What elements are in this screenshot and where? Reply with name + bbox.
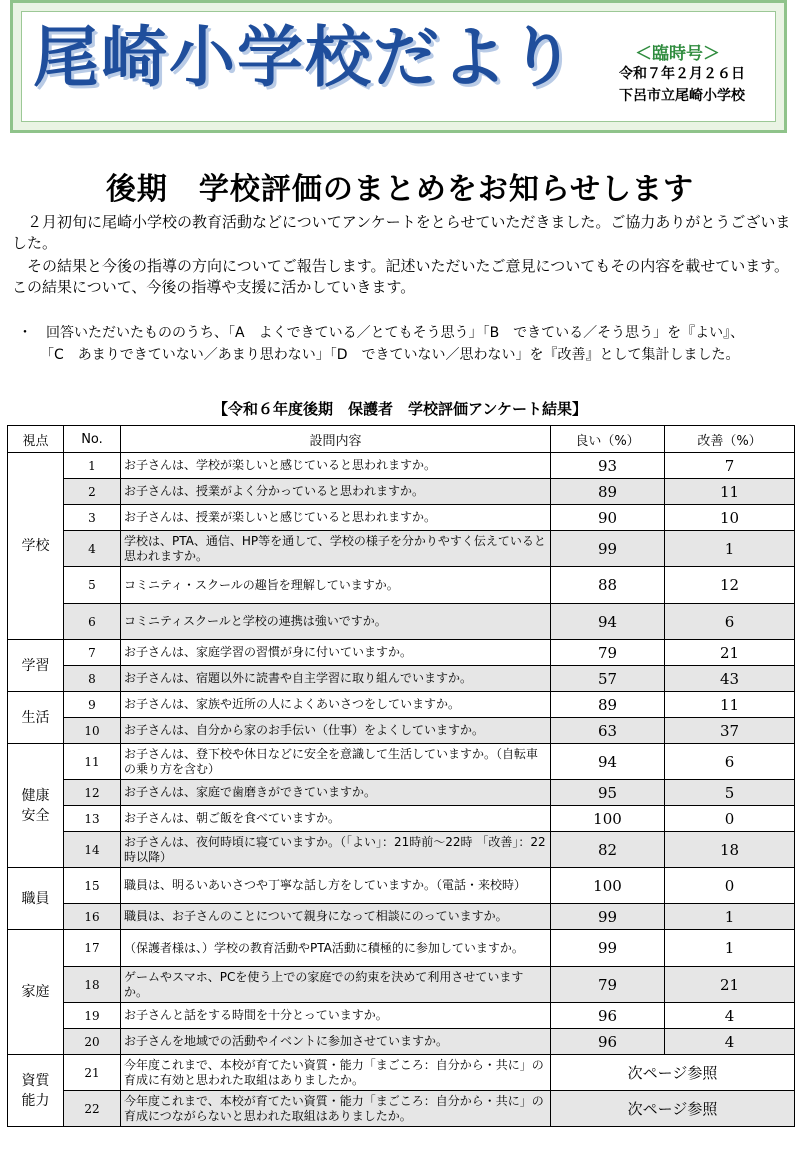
improve-percent: 1	[665, 904, 795, 930]
improve-percent: 0	[665, 868, 795, 904]
header-no: No.	[64, 426, 121, 453]
intro-paragraph-1: ２月初旬に尾崎小学校の教育活動などについてアンケートをとらせていただきました。ご協力ありがとうございました。	[12, 213, 791, 252]
table-row	[8, 666, 795, 692]
good-percent: 89	[551, 692, 665, 718]
viewpoint-cell	[8, 868, 64, 930]
viewpoint-label: 資質能力	[21, 1072, 50, 1109]
good-percent: 100	[551, 868, 665, 904]
question-text: コミニティ・スクールの趣旨を理解していますか。	[121, 567, 551, 604]
question-text: ゲームやスマホ、PCを使う上での家庭での約束を決めて利用させていますか。	[121, 967, 551, 1003]
question-number: 1	[64, 453, 121, 479]
question-number: 10	[64, 718, 121, 744]
question-number: 12	[64, 780, 121, 806]
table-row	[8, 505, 795, 531]
table-row	[8, 718, 795, 744]
question-text: お子さんは、朝ご飯を食べていますか。	[121, 806, 551, 832]
improve-percent: 0	[665, 806, 795, 832]
good-percent: 88	[551, 567, 665, 604]
header-viewpoint: 視点	[8, 426, 64, 453]
question-number: 8	[64, 666, 121, 692]
improve-percent: 1	[665, 531, 795, 567]
question-text: 職員は、明るいあいさつや丁寧な話し方をしていますか。（電話・来校時）	[121, 868, 551, 904]
question-number: 20	[64, 1029, 121, 1055]
good-percent: 79	[551, 967, 665, 1003]
issuing-school: 下呂市立尾崎小学校	[619, 88, 745, 104]
good-percent: 57	[551, 666, 665, 692]
good-percent: 94	[551, 604, 665, 640]
good-percent: 89	[551, 479, 665, 505]
table-row	[8, 640, 795, 666]
question-text: 学校は、PTA、通信、HP等を通して、学校の様子を分かりやすく伝えていると思われますか。	[121, 531, 551, 567]
table-row	[8, 1003, 795, 1029]
table-row	[8, 806, 795, 832]
good-percent: 100	[551, 806, 665, 832]
intro-paragraph-2: その結果と今後の指導の方向についてご報告します。記述いただいたご意見についてもその内容を載せています。この結果について、今後の指導や支援に活かしていきます。	[12, 257, 790, 296]
masthead	[10, 0, 787, 133]
improve-percent: 11	[665, 479, 795, 505]
question-number: 14	[64, 832, 121, 868]
good-percent: 99	[551, 904, 665, 930]
question-number: 19	[64, 1003, 121, 1029]
improve-percent: 18	[665, 832, 795, 868]
table-row	[8, 1091, 795, 1127]
good-percent: 82	[551, 832, 665, 868]
question-text: お子さんは、自分から家のお手伝い（仕事）をよくしていますか。	[121, 718, 551, 744]
question-text: 今年度これまで、本校が育てたい資質・能力「まごころ：自分から・共に」の育成につながらないと思われた取組はありましたか。	[121, 1091, 551, 1127]
question-text: 今年度これまで、本校が育てたい資質・能力「まごころ：自分から・共に」の育成に有効と思われた取組はありましたか。	[121, 1055, 551, 1091]
header-improve: 改善（%）	[665, 426, 795, 453]
question-text: お子さんを地域での活動やイベントに参加させていますか。	[121, 1029, 551, 1055]
header-question: 設問内容	[121, 426, 551, 453]
improve-percent: 21	[665, 967, 795, 1003]
good-percent: 96	[551, 1029, 665, 1055]
good-percent: 93	[551, 453, 665, 479]
viewpoint-label: 学校	[21, 538, 50, 554]
table-row	[8, 567, 795, 604]
question-number: 15	[64, 868, 121, 904]
table-row	[8, 1029, 795, 1055]
question-text: お子さんは、登下校や休日などに安全を意識して生活していますか。（自転車の乗り方を含む）	[121, 744, 551, 780]
question-number: 3	[64, 505, 121, 531]
improve-percent: 6	[665, 604, 795, 640]
improve-percent: 4	[665, 1029, 795, 1055]
table-row	[8, 692, 795, 718]
question-number: 18	[64, 967, 121, 1003]
question-text: 職員は、お子さんのことについて親身になって相談にのっていますか。	[121, 904, 551, 930]
good-percent: 79	[551, 640, 665, 666]
good-percent: 63	[551, 718, 665, 744]
viewpoint-cell	[8, 640, 64, 692]
question-number: 21	[64, 1055, 121, 1091]
question-text: お子さんは、家族や近所の人によくあいさつをしていますか。	[121, 692, 551, 718]
question-number: 22	[64, 1091, 121, 1127]
improve-percent: 21	[665, 640, 795, 666]
improve-percent: 12	[665, 567, 795, 604]
question-text: お子さんは、授業が楽しいと感じていると思われますか。	[121, 505, 551, 531]
question-text: （保護者様は、）学校の教育活動やPTA活動に積極的に参加していますか。	[121, 930, 551, 967]
table-row	[8, 531, 795, 567]
see-next-page-note: 次ページ参照	[551, 1091, 795, 1127]
improve-percent: 10	[665, 505, 795, 531]
improve-percent: 1	[665, 930, 795, 967]
table-row	[8, 967, 795, 1003]
question-text: お子さんは、家庭で歯磨きができていますか。	[121, 780, 551, 806]
improve-percent: 4	[665, 1003, 795, 1029]
question-text: お子さんは、夜何時頃に寝ていますか。（「よい」：21時前～22時 「改善」：22時以降）	[121, 832, 551, 868]
viewpoint-cell	[8, 453, 64, 640]
good-percent: 95	[551, 780, 665, 806]
viewpoint-label: 職員	[21, 890, 50, 907]
viewpoint-label: 健康安全	[21, 787, 50, 824]
table-row	[8, 744, 795, 780]
question-number: 17	[64, 930, 121, 967]
see-next-page-note: 次ページ参照	[551, 1055, 795, 1091]
viewpoint-cell	[8, 692, 64, 744]
table-header-row	[8, 426, 795, 453]
question-number: 4	[64, 531, 121, 567]
improve-percent: 37	[665, 718, 795, 744]
viewpoint-cell	[8, 1055, 64, 1127]
method-note-line-1: ・ 回答いただいたもののうち、「A よくできている／とてもそう思う」「B できている／そう思う」を『よい』、	[18, 325, 745, 341]
improve-percent: 7	[665, 453, 795, 479]
table-row	[8, 930, 795, 967]
viewpoint-label: 生活	[21, 709, 50, 726]
question-text: コミニティスクールと学校の連携は強いですか。	[121, 604, 551, 640]
table-row	[8, 453, 795, 479]
question-text: お子さんは、授業がよく分かっていると思われますか。	[121, 479, 551, 505]
question-text: お子さんは、学校が楽しいと感じていると思われますか。	[121, 453, 551, 479]
table-row	[8, 604, 795, 640]
question-number: 11	[64, 744, 121, 780]
improve-percent: 5	[665, 780, 795, 806]
table-body	[8, 453, 795, 1127]
issue-type: ＜臨時号＞	[635, 44, 720, 64]
good-percent: 99	[551, 531, 665, 567]
good-percent: 94	[551, 744, 665, 780]
good-percent: 96	[551, 1003, 665, 1029]
method-note-line-2: 「C あまりできていない／あまり思わない」「D できていない／思わない」を『改善』として集計しました。	[40, 347, 740, 363]
question-text: お子さんは、家庭学習の習慣が身に付いていますか。	[121, 640, 551, 666]
question-number: 13	[64, 806, 121, 832]
table-row	[8, 832, 795, 868]
improve-percent: 11	[665, 692, 795, 718]
question-text: お子さんと話をする時間を十分とっていますか。	[121, 1003, 551, 1029]
viewpoint-label: 家庭	[21, 984, 50, 1000]
viewpoint-label: 学習	[21, 657, 50, 674]
question-number: 6	[64, 604, 121, 640]
table-row	[8, 780, 795, 806]
good-percent: 99	[551, 930, 665, 967]
improve-percent: 43	[665, 666, 795, 692]
question-text: お子さんは、宿題以外に読書や自主学習に取り組んでいますか。	[121, 666, 551, 692]
good-percent: 90	[551, 505, 665, 531]
issue-date: 令和７年２月２６日	[619, 66, 745, 82]
question-number: 9	[64, 692, 121, 718]
viewpoint-cell	[8, 744, 64, 868]
question-number: 16	[64, 904, 121, 930]
viewpoint-cell	[8, 930, 64, 1055]
table-row	[8, 1055, 795, 1091]
table-row	[8, 479, 795, 505]
question-number: 7	[64, 640, 121, 666]
question-number: 5	[64, 567, 121, 604]
table-caption: 【令和６年度後期 保護者 学校評価アンケート結果】	[212, 400, 588, 418]
header-good: 良い（%）	[551, 426, 665, 453]
headline: 後期 学校評価のまとめをお知らせします	[105, 172, 695, 207]
table-row	[8, 868, 795, 904]
newsletter-title: 尾崎小学校だより	[33, 19, 577, 96]
question-number: 2	[64, 479, 121, 505]
improve-percent: 6	[665, 744, 795, 780]
table-row	[8, 904, 795, 930]
survey-results-table	[7, 425, 795, 1127]
